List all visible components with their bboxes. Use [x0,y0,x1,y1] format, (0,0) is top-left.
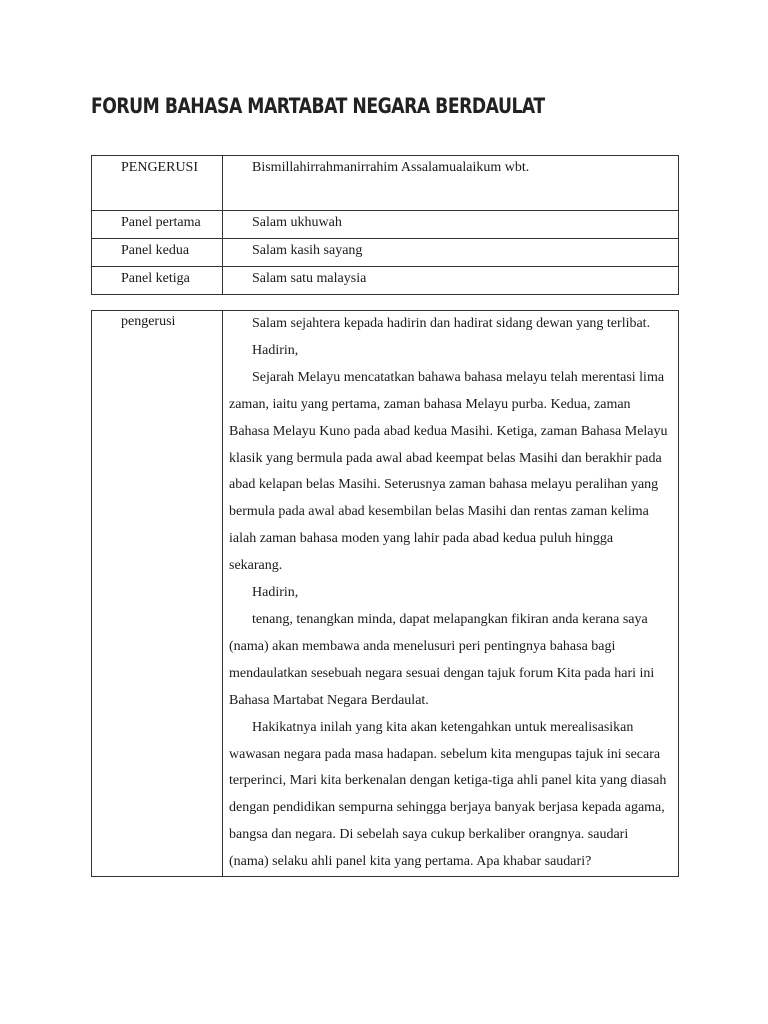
greeting-cell: Salam satu malaysia [223,267,679,295]
role-cell: Panel ketiga [92,267,223,295]
speech-table [91,310,679,877]
speech-paragraph: Hadirin, [252,585,299,601]
greeting-cell: Bismillahirrahmanirrahim Assalamualaikum wbt. [223,156,679,211]
speech-paragraph: Hadirin, [252,342,299,358]
role-cell: Panel kedua [92,239,223,267]
table-row [92,211,679,239]
role-cell: Panel pertama [92,211,223,239]
table-row [92,311,679,877]
greeting-cell: Salam ukhuwah [223,211,679,239]
speech-paragraph: Hakikatnya inilah yang kita akan ketengahkan untuk merealisasikan wawasan negara pada masa hadapan. sebelum kita mengupas tajuk ini secara terperinci, Mari kita berkenalan dengan ketiga-tiga ahli panel kita yang diasah dengan pendidikan sempurna sehingga berjaya banyak berjasa kepada agama, bangsa dan negara. Di sebelah saya cukup berkaliber orangnya. saudari (nama) selaku ahli panel kita yang pertama. Apa khabar saudari? [229,719,667,870]
speech-paragraph: tenang, tenangkan minda, dapat melapangkan fikiran anda kerana saya (nama) akan membawa anda menelusuri peri pentingnya bahasa bagi mendaulatkan sesebuah negara sesuai dengan tajuk forum Kita pada hari ini Bahasa Martabat Negara Berdaulat. [229,611,655,708]
table-row [92,239,679,267]
speech-paragraph: Sejarah Melayu mencatatkan bahawa bahasa melayu telah merentasi lima zaman, iaitu yang pertama, zaman bahasa Melayu purba. Kedua, zaman Bahasa Melayu Kuno pada abad kedua Masihi. Ketiga, zaman Bahasa Melayu klasik yang bermula pada awal abad keempat belas Masihi dan berakhir pada abad kelapan belas Masihi. Seterusnya zaman bahasa melayu peralihan yang bermula pada awal abad kesembilan belas Masihi dan rentas zaman kelima ialah zaman bahasa moden yang lahir pada abad kedua puluh hingga sekarang. [229,369,668,574]
table-row [92,156,679,211]
table-row [92,267,679,295]
speech-cell [223,311,679,877]
speaker-cell: pengerusi [92,311,223,877]
greetings-table [91,155,679,295]
greeting-cell: Salam kasih sayang [223,239,679,267]
role-cell: PENGERUSI [92,156,223,211]
document-title: FORUM BAHASA MARTABAT NEGARA BERDAULAT [91,94,545,118]
speech-paragraph: Salam sejahtera kepada hadirin dan hadirat sidang dewan yang terlibat. [252,316,651,331]
